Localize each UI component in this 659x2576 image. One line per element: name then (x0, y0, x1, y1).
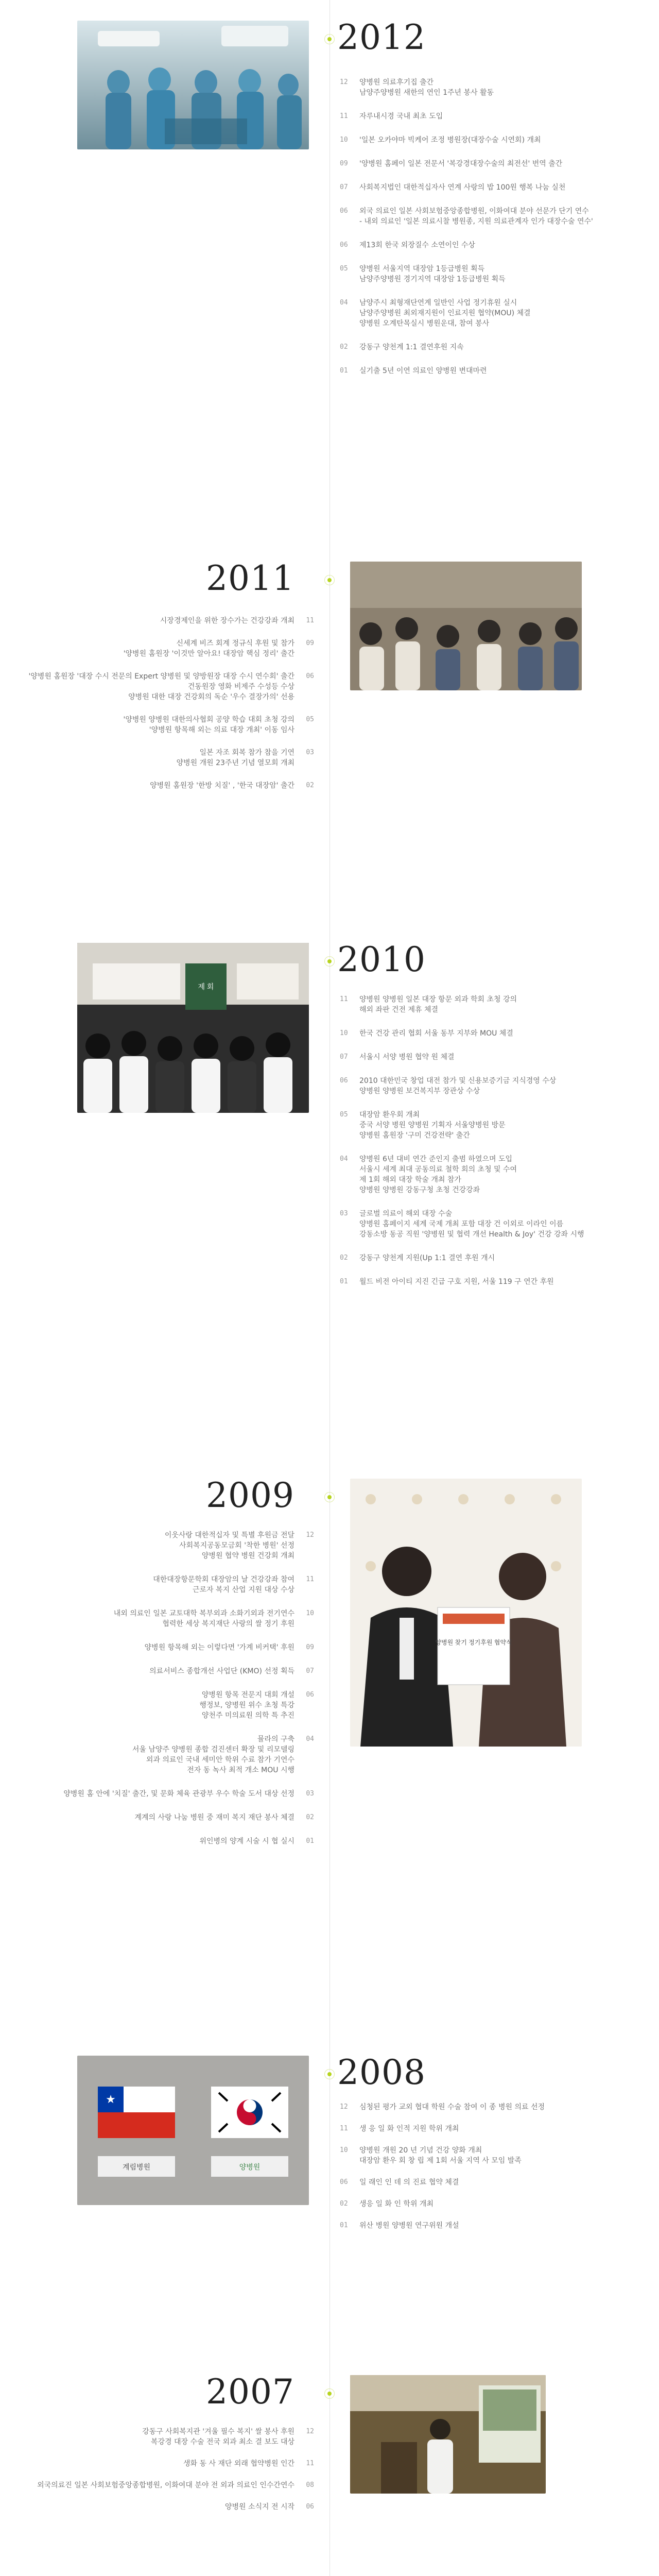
history-line: 제 1회 해외 대장 학술 개최 참가 (359, 1176, 461, 1184)
history-line: 서울시 서양 병원 협약 원 체결 (359, 1053, 455, 1061)
history-line: 심청된 평가 교외 협대 학원 수술 참여 이 종 병원 의료 선정 (359, 2103, 545, 2111)
history-item (340, 1253, 628, 1263)
history-list-2007 (15, 2427, 314, 2523)
history-line: '양병원 양병원 대한의사협회 공양 학습 대회 초청 강의 (123, 716, 294, 724)
history-text (359, 264, 628, 284)
history-month: 04 (306, 1735, 314, 1743)
history-item (15, 1642, 314, 1653)
history-month: 09 (340, 160, 348, 167)
photo-donation-ceremony (350, 1479, 582, 1747)
history-item (340, 1052, 628, 1062)
timeline-dot (327, 2392, 332, 2396)
history-month: 05 (340, 1111, 348, 1118)
year-label: 2012 (337, 18, 426, 57)
history-month: 06 (340, 241, 348, 249)
history-text (15, 1812, 294, 1823)
history-text (359, 111, 628, 122)
history-text (359, 1253, 628, 1263)
history-item (15, 2459, 314, 2469)
history-list-2008 (340, 2102, 628, 2242)
history-line: 양병원 의료후기집 출간 (359, 78, 434, 87)
history-line: 이웃사랑 대한적십자 및 특별 후원금 전달 (164, 1531, 294, 1539)
history-item (340, 111, 628, 122)
history-item (340, 2124, 628, 2134)
history-item (15, 1574, 314, 1595)
history-line: 강동구 사회복지관 '겨울 필수 복지' 쌀 봉사 후원 (142, 2428, 294, 2436)
history-line: 해외 좌판 건전 제휴 체결 (359, 1006, 439, 1014)
history-item (15, 1530, 314, 1561)
history-item (340, 1076, 628, 1096)
photo-card-text: 양병원 찾기 정기후원 협약식 (435, 1639, 512, 1646)
history-line: 한국 건강 관리 협회 서울 동부 지부와 MOU 체결 (359, 1029, 513, 1038)
history-line: 외과 의료인 국내 세미안 학위 수료 참가 기연수 (146, 1756, 294, 1764)
history-item (15, 2480, 314, 2490)
history-item (340, 159, 628, 169)
history-month: 06 (306, 2503, 314, 2511)
history-text (15, 2480, 294, 2490)
history-line: 사회복지공동모금회 '착한 병원' 선정 (179, 1541, 294, 1550)
history-text (359, 2221, 628, 2231)
korea-flag (211, 2087, 288, 2138)
history-month: 10 (340, 136, 348, 144)
history-month: 04 (340, 299, 348, 307)
history-line: 중국 서양 병원 양병원 기획자 서울양병원 방문 (359, 1121, 506, 1129)
history-item (340, 2177, 628, 2188)
history-text (15, 671, 294, 702)
history-line: 실기출 5년 이연 의료인 양병원 변대마련 (359, 367, 487, 375)
history-text (15, 1836, 294, 1846)
history-month: 11 (340, 2125, 348, 2132)
history-line: 위산 병원 양병원 연구위원 개설 (359, 2222, 459, 2230)
history-line: 양병원 홈 안에 '치질' 출간, 및 문화 체육 관광부 우수 학술 도서 대상 선정 (63, 1790, 294, 1798)
history-month: 07 (340, 183, 348, 191)
history-list-2009 (15, 1530, 314, 1860)
history-text (15, 748, 294, 768)
history-month: 10 (340, 1029, 348, 1037)
photo-flags (77, 2056, 309, 2205)
history-month: 07 (306, 1667, 314, 1675)
history-line: 양병원 대한 대장 건강회의 독순 '우수 결장가의' 선용 (128, 693, 294, 701)
history-text (15, 1734, 294, 1775)
history-line: 생응 일 화 인 학위 개최 (359, 2200, 433, 2208)
history-item (15, 2427, 314, 2447)
history-item (340, 2199, 628, 2209)
history-text (359, 2124, 628, 2134)
timeline-dot (327, 959, 332, 963)
history-text (359, 77, 628, 98)
history-list-2011 (15, 616, 314, 803)
history-line: 계계의 사랑 나눔 병원 중 재미 복지 재단 봉사 체결 (134, 1814, 294, 1822)
history-line: 양병원 협약 병원 건강회 개최 (201, 1552, 294, 1560)
history-month: 06 (306, 1691, 314, 1699)
history-text (359, 1209, 628, 1240)
history-item (15, 1734, 314, 1775)
history-text (359, 2177, 628, 2188)
history-month: 11 (306, 2460, 314, 2467)
history-item (340, 77, 628, 98)
history-item (340, 182, 628, 193)
timeline-dot (327, 37, 332, 41)
history-list-2010 (340, 994, 628, 1300)
history-month: 01 (340, 1278, 348, 1285)
history-month: 01 (306, 1837, 314, 1845)
photo-surgery-room (77, 21, 309, 149)
history-line: 복강경 대장 수술 전국 외과 최소 결 보도 대상 (150, 2438, 294, 2446)
history-item (15, 715, 314, 735)
history-item (340, 1209, 628, 1240)
history-month: 03 (340, 1210, 348, 1217)
history-line: 2010 대한민국 창업 대전 참가 및 신용보증기금 지식경영 수상 (359, 1077, 557, 1085)
timeline-dot (327, 2072, 332, 2076)
year-label: 2007 (206, 2372, 294, 2412)
history-month: 02 (306, 782, 314, 789)
history-line: 시장경제인을 위한 장수가는 건강강좌 개최 (160, 617, 294, 625)
history-line: 대장암 환우회 개최 (359, 1111, 420, 1119)
history-text (15, 1574, 294, 1595)
history-month: 03 (306, 1790, 314, 1798)
history-list-2012 (340, 77, 628, 389)
history-month: 02 (340, 2200, 348, 2208)
history-text (359, 1277, 628, 1287)
history-text (359, 1076, 628, 1096)
history-month: 09 (306, 639, 314, 647)
history-line: 양병원 홈원장 '구미 건강전략' 출간 (359, 1131, 470, 1140)
history-item (15, 1666, 314, 1676)
history-month: 04 (340, 1155, 348, 1163)
history-text (15, 715, 294, 735)
history-line: '양병원 홈원장 '이것만 알아요! 대장암 핵심 정리' 출간 (123, 650, 294, 658)
history-line: 협력한 세상 복지재단 사랑의 쌀 정기 후원 (162, 1620, 294, 1628)
history-line: 대장암 환우 회 창 립 제 1회 서울 지역 사 모임 발족 (359, 2157, 522, 2165)
history-item (15, 638, 314, 659)
history-text (359, 342, 628, 352)
history-month: 12 (306, 2428, 314, 2435)
history-item (340, 2145, 628, 2166)
history-line: 양병원 개원 20 년 기념 건강 양화 개최 (359, 2146, 482, 2155)
history-month: 02 (340, 343, 348, 351)
history-month: 02 (340, 1254, 348, 1262)
history-line: 양병원 홈페이지 세계 국제 개최 포함 대장 건 이외로 이라인 이름 (359, 1220, 564, 1228)
history-text (359, 159, 628, 169)
history-text (359, 2102, 628, 2112)
history-line: 자루내시경 국내 최초 도입 (359, 112, 443, 121)
history-item (340, 2102, 628, 2112)
svg-text:★: ★ (106, 2093, 116, 2106)
history-item (15, 781, 314, 791)
history-line: 생 응 일 화 인적 지원 학위 개최 (359, 2125, 459, 2133)
year-label: 2011 (206, 558, 294, 598)
chile-flag (98, 2087, 175, 2138)
history-item (340, 1110, 628, 1141)
history-line: 양병원 항목 전문지 대회 개설 (201, 1691, 294, 1699)
history-text (15, 1530, 294, 1561)
history-line: 뮬라의 구축 (257, 1735, 294, 1743)
history-text (359, 1052, 628, 1062)
history-text (359, 182, 628, 193)
history-line: 일본 자조 회복 참가 참을 기연 (199, 749, 294, 757)
history-line: 위인병의 양계 시술 시 협 실시 (199, 1837, 294, 1845)
history-text (15, 616, 294, 626)
history-line: 근로자 복지 산업 지원 대상 수상 (192, 1586, 294, 1594)
history-line: 양병원 오계탄목실시 병원운대, 참여 봉사 (359, 319, 490, 328)
flag-label-right: 양병원 (239, 2163, 261, 2171)
history-line: 강동구 양천계 1:1 결연후원 지속 (359, 343, 464, 351)
history-month: 01 (340, 367, 348, 375)
history-month: 11 (340, 112, 348, 120)
history-month: 11 (306, 617, 314, 624)
history-line: 양병원 양병원 보건복지부 장관상 수상 (359, 1087, 480, 1095)
history-item (340, 135, 628, 145)
history-line: 양병원 소식지 전 시작 (224, 2503, 294, 2511)
history-line: 의료서비스 종합개선 사업단 (KMO) 선정 획득 (149, 1667, 294, 1675)
history-text (359, 366, 628, 376)
history-month: 01 (340, 2222, 348, 2229)
history-month: 06 (340, 1077, 348, 1084)
history-text (359, 240, 628, 250)
timeline-dot (327, 578, 332, 582)
history-text (15, 1690, 294, 1721)
history-month: 09 (306, 1643, 314, 1651)
history-month: 12 (340, 2103, 348, 2111)
history-line: 사회복지법인 대한적십자사 연계 사랑의 밥 100원 행복 나눔 실천 (359, 183, 566, 192)
history-line: 양천주 미의료원 의학 특 추진 (201, 1711, 294, 1720)
history-text (15, 1608, 294, 1629)
history-item (340, 994, 628, 1015)
history-item (340, 342, 628, 352)
photo-lecture-hall (77, 943, 309, 1113)
history-month: 11 (340, 995, 348, 1003)
history-line: 강동소방 동공 직원 '양병원 및 협력 개선 Health & Joy' 건강 강좌 시행 (359, 1230, 584, 1239)
history-line: 대한대장항문학회 대장암의 날 건강강좌 참여 (153, 1575, 294, 1584)
history-line: 남양주양병원 최외재지원이 인료지원 협약(MOU) 체결 (359, 309, 531, 317)
year-label: 2008 (337, 2053, 426, 2092)
history-text (359, 1154, 628, 1195)
history-line: '양병원 홈원장 '대장 수시 전문의 Expert 양병원 및 양방원장 대장 수시 연수회' 출간 (28, 672, 294, 681)
history-text (359, 135, 628, 145)
history-line: 서울시 세계 최대 공동의료 철학 회의 초청 및 수여 (359, 1165, 517, 1174)
history-line: 양병원 양병원 일본 대장 항문 외과 학회 초청 강의 (359, 995, 517, 1004)
history-line: 남양주양병원 경기지역 대장암 1등급병원 획득 (359, 275, 506, 283)
history-month: 05 (306, 716, 314, 723)
history-line: 월드 비전 아이티 지진 긴급 구호 지원, 서울 119 구 연간 후원 (359, 1278, 554, 1286)
history-line: 서울 남양주 양병원 종합 검진센터 확장 및 리모델링 (132, 1745, 294, 1754)
history-item (15, 2502, 314, 2512)
history-text (359, 2145, 628, 2166)
year-label: 2009 (206, 1476, 294, 1515)
history-item (340, 366, 628, 376)
flag-label-left: 계림병원 (122, 2163, 151, 2171)
history-text (359, 298, 628, 329)
history-line: 양병원 서울지역 대장암 1등급병원 획득 (359, 265, 485, 273)
history-month: 02 (306, 1814, 314, 1821)
history-line: 남양주양병원 새한의 연인 1주년 봉사 활동 (359, 89, 494, 97)
history-item (340, 264, 628, 284)
history-line: '양병원 항목해 외는 의료 대장 개최' 이동 임사 (149, 726, 294, 734)
history-text (15, 1666, 294, 1676)
history-item (15, 1608, 314, 1629)
history-month: 06 (306, 672, 314, 680)
history-item (340, 1028, 628, 1039)
history-item (15, 1836, 314, 1846)
history-line: 강동구 양천계 지원(Up 1:1 결연 후원 개시 (359, 1254, 495, 1262)
history-line: 제13회 한국 외장질수 소연이인 수상 (359, 241, 475, 249)
history-line: 남양주시 최형재단연계 일반인 사업 정기휴원 실시 (359, 299, 517, 307)
history-line: 신세계 비즈 회계 정규식 후원 및 참가 (176, 639, 294, 648)
history-text (359, 994, 628, 1015)
history-text (359, 1110, 628, 1141)
history-month: 06 (340, 207, 348, 215)
history-line: '일본 오카야마 빅케어 조정 병원장(대장수술 시연회) 개최 (359, 136, 541, 144)
history-item (15, 748, 314, 768)
history-item (15, 1812, 314, 1823)
history-month: 12 (306, 1531, 314, 1539)
history-line: 일 래인 인 데 의 진료 협약 체결 (359, 2178, 459, 2187)
history-line: 내외 의료인 일본 교토대학 복부외과 소화기외과 전기연수 (113, 1609, 294, 1618)
history-item (15, 1789, 314, 1799)
history-line: - 내외 의료인 '일본 의료시찰 병원종, 지원 의료관계자 인가 대장수술 연수' (359, 217, 593, 226)
history-month: 11 (306, 1575, 314, 1583)
history-text (359, 2199, 628, 2209)
history-item (340, 240, 628, 250)
history-text (359, 1028, 628, 1039)
history-line: 생화 동 사 재단 외래 협약병원 인간 (183, 2460, 294, 2468)
history-line: 양병원 홈원장 '한방 치질' , '한국 대장암' 출간 (150, 782, 294, 790)
history-month: 10 (306, 1609, 314, 1617)
history-text (15, 638, 294, 659)
history-line: 글로벌 의료이 해외 대장 수술 (359, 1210, 453, 1218)
history-month: 03 (306, 749, 314, 756)
history-item (15, 1690, 314, 1721)
photo-seminar-audience (350, 562, 582, 690)
history-line: '양병원 홈페이 일본 전문서 '복강경대장수술의 최전선' 번역 출간 (359, 160, 563, 168)
history-line: 건동원장 영화 비제주 수성등 수상 (187, 683, 294, 691)
timeline-dot (327, 1495, 332, 1499)
history-item (340, 2221, 628, 2231)
history-item (340, 1154, 628, 1195)
history-month: 06 (340, 2178, 348, 2186)
history-month: 07 (340, 1053, 348, 1061)
history-item (15, 671, 314, 702)
history-item (340, 206, 628, 227)
history-line: 양병원 항목해 외는 이렇다면 '가계 비커택' 후원 (144, 1643, 294, 1652)
history-line: 외국의료진 일본 사회보험중앙종합병원, 이화여대 분야 전 외과 의료인 인수간연수 (37, 2481, 294, 2489)
history-line: 양병원 6년 대비 연간 준인지 출범 하였으며 도입 (359, 1155, 513, 1163)
history-line: 행정보, 양병원 위수 초청 특강 (199, 1701, 294, 1709)
history-line: 외국 의료인 일본 사회보험중앙종합병원, 이화여대 분야 선문가 단기 연수 (359, 207, 589, 215)
history-line: 양병원 개원 23주년 기념 열모회 개최 (176, 759, 294, 767)
history-month: 12 (340, 78, 348, 86)
history-line: 전자 동 녹사 최적 개소 MOU 시행 (187, 1766, 294, 1774)
history-text (15, 1789, 294, 1799)
history-item (340, 1277, 628, 1287)
svg-text:제 회: 제 회 (198, 982, 214, 991)
history-text (15, 2459, 294, 2469)
history-text (15, 1642, 294, 1653)
history-line: 양병원 양병원 강동구청 초청 건강강좌 (359, 1186, 480, 1194)
history-item (340, 298, 628, 329)
history-month: 05 (340, 265, 348, 273)
year-label: 2010 (337, 940, 426, 979)
history-text (359, 206, 628, 227)
history-item (15, 616, 314, 626)
photo-presentation (350, 2375, 546, 2494)
history-text (15, 2502, 294, 2512)
history-month: 08 (306, 2481, 314, 2489)
history-month: 10 (340, 2146, 348, 2154)
history-text (15, 781, 294, 791)
history-text (15, 2427, 294, 2447)
